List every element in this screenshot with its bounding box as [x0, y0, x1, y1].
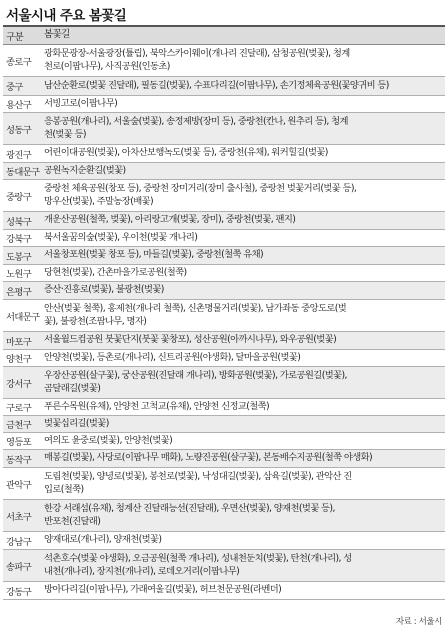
district-cell: 구로구	[6, 403, 32, 414]
district-cell: 관악구	[6, 479, 32, 491]
district-cell: 금천구	[6, 420, 32, 431]
table-row	[3, 247, 445, 265]
district-cell: 영등포	[6, 437, 32, 448]
places-cell: 안산(벚꽃 철쭉), 홍제천(개나리 철쭉), 신촌명물거리(벚꽃), 남가좌동 중앙도로(벚 꽃), 불광천(조팝나무, 명자)	[44, 302, 347, 327]
district-cell: 동작구	[6, 454, 32, 466]
table-row	[3, 77, 445, 96]
places-cell: 서빙고로(이팝나무)	[44, 97, 118, 109]
places-cell: 석촌호수(벚꽃 야생화), 오금공원(철쭉 개나리), 성내천둔치(벚꽃), 탄천(개나리), 성 내천(개나리), 장지천(개나리), 로데오거리(이팝나무)	[44, 552, 352, 577]
table-row	[3, 416, 445, 433]
table-row	[3, 96, 445, 113]
table-row	[3, 230, 445, 247]
places-cell: 서울월드컵공원 붓꽃단지(붓꽃 꽃창포), 성산공원(아까시나무), 와우공원(벚꽃)	[44, 334, 337, 346]
district-cell: 도봉구	[6, 251, 32, 263]
table-body	[3, 45, 445, 600]
district-cell: 송파구	[6, 561, 32, 573]
places-cell: 당현천(벚꽃), 간촌마을가로공원(철쭉)	[44, 266, 187, 278]
table-row	[3, 399, 445, 416]
header-places: 봄꽃길	[44, 29, 70, 41]
table-row	[3, 332, 445, 350]
district-cell: 동대문구	[6, 167, 40, 178]
table-row	[3, 180, 445, 212]
table-row	[3, 500, 445, 532]
places-cell: 한강 서래섬(유채), 청계산 진달래능선(진달래), 우면산(벚꽃), 양재천(벚꽃 등), 반포천(진달래)	[44, 502, 335, 527]
places-cell: 푸른수목원(유채), 안양천 고척교(유채), 안양천 신정교(철쭉)	[44, 400, 270, 412]
places-cell: 증산·진흥로(벚꽃), 불광천(벚꽃)	[44, 284, 164, 296]
source-note: 자료 : 서울시	[395, 617, 442, 627]
district-cell: 종로구	[6, 56, 32, 68]
places-cell: 북서울꿈의숲(벚꽃), 우이천(벚꽃 개나리)	[44, 231, 198, 243]
table-row	[3, 532, 445, 550]
table-row	[3, 145, 445, 163]
table-row	[3, 582, 445, 600]
district-cell: 서대문구	[6, 311, 40, 323]
district-cell: 은평구	[6, 286, 32, 298]
district-cell: 용산구	[6, 100, 32, 111]
district-cell: 노원구	[6, 269, 32, 280]
table-row	[3, 282, 445, 300]
district-cell: 성동구	[6, 124, 32, 136]
district-cell: 마포구	[6, 336, 32, 348]
table-row	[3, 300, 445, 332]
table-row	[3, 163, 445, 180]
places-cell: 공원녹지순환길(벚꽃)	[44, 164, 126, 176]
table-row	[3, 367, 445, 399]
places-cell: 중랑천 체육공원(창포 등), 중랑천 장미거리(장미 출사철), 중랑천 벚꽃거리(벚꽃 등), 망우산(벚꽃), 주말농장(배꽃)	[44, 182, 357, 207]
places-cell: 여의도 윤중로(벚꽃), 안양천(벚꽃)	[44, 434, 173, 446]
places-cell: 광화문광장-서울광장(튤립), 북악스카이웨이(개나리 진달래), 삼청공원(벚꽃), 청계 천로(이팝나무), 사직공원(인동초)	[44, 47, 350, 72]
district-cell: 중랑구	[6, 191, 32, 203]
table-row	[3, 265, 445, 282]
places-cell: 개운산공원(철쭉, 벚꽃), 아리랑고개(벚꽃, 장미), 중랑천(벚꽃, 팬지)	[44, 214, 296, 226]
places-cell: 양재대로(개나리), 양재천(벚꽃)	[44, 534, 162, 546]
district-cell: 성북구	[6, 216, 32, 228]
table-row	[3, 433, 445, 450]
table-row	[3, 212, 445, 230]
table-header	[3, 27, 445, 45]
district-cell: 강동구	[6, 586, 32, 598]
places-cell: 남산순환로(벚꽃 진달래), 필동길(벚꽃), 수표다리길(이팝나무), 손기정체육공원(꽃양귀비 등)	[44, 79, 389, 91]
places-cell: 응봉공원(개나리), 서울숲(벚꽃), 송정제방(장미 등), 중랑천(칸나, 원추리 등), 청계 천(벚꽃 등)	[44, 115, 348, 140]
district-cell: 강서구	[6, 378, 32, 390]
spring-flower-table	[3, 25, 445, 600]
table-row	[3, 468, 445, 500]
district-cell: 광진구	[6, 149, 32, 161]
places-cell: 방아다리길(이팝나무), 가래여울길(벚꽃), 허브천문공원(라벤더)	[44, 584, 282, 596]
district-cell: 강남구	[6, 536, 32, 548]
district-cell: 양천구	[6, 354, 32, 365]
places-cell: 매봉길(벚꽃), 사당로(이팝나무 매화), 노량진공원(살구꽃), 본동배수지공원(철쭉 야생화)	[44, 452, 373, 464]
header-district: 구분	[6, 31, 24, 43]
table-row	[3, 550, 445, 582]
places-cell: 어린이대공원(벚꽃), 아차산보행녹도(벚꽃 등), 중랑천(유채), 워커힐길(벚꽃)	[44, 147, 328, 159]
places-cell: 서울창포원(벚꽃 창포 등), 마들길(벚꽃), 중랑천(철쭉 유채)	[44, 249, 264, 261]
table-row	[3, 45, 445, 77]
table-row	[3, 450, 445, 468]
district-cell: 강북구	[6, 234, 32, 245]
district-cell: 중구	[6, 82, 23, 93]
places-cell: 도림천(벚꽃), 양녕로(벚꽃), 봉천로(벚꽃), 낙성대길(벚꽃), 삼육길(벚꽃), 관악산 진 입로(철쭉)	[44, 470, 352, 495]
district-cell: 서초구	[6, 511, 32, 523]
places-cell: 안양천(벚꽃), 등촌로(개나리), 신트리공원(야생화), 달마을공원(벚꽃)	[44, 351, 301, 363]
places-cell: 우장산공원(살구꽃), 궁산공원(진달래 개나리), 방화공원(벚꽃), 가로공원길(벚꽃), 곰달래길(벚꽃)	[44, 369, 347, 394]
page-title: 서울시내 주요 봄꽃길	[6, 8, 127, 24]
table-row	[3, 350, 445, 367]
places-cell: 벚꽃십리길(벚꽃)	[44, 417, 109, 429]
table-row	[3, 113, 445, 145]
